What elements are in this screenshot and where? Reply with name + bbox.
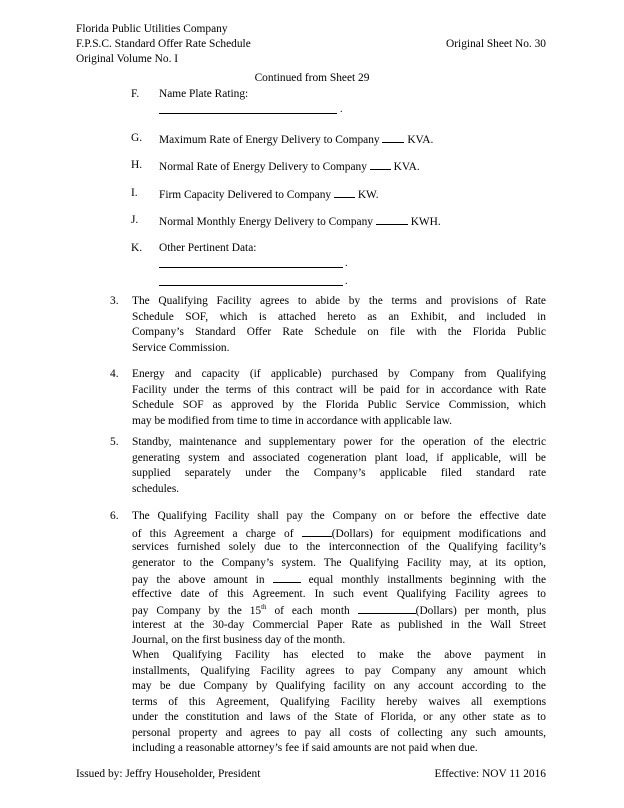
blank-line[interactable] bbox=[358, 602, 416, 614]
blank-line[interactable] bbox=[370, 158, 391, 170]
blank-line[interactable] bbox=[376, 213, 408, 225]
field-g: G. Maximum Rate of Energy Delivery to Company KVA. bbox=[131, 132, 434, 146]
field-j: J. Normal Monthly Energy Delivery to Company KWH. bbox=[131, 214, 441, 228]
schedule-title: F.P.S.C. Standard Offer Rate Schedule bbox=[76, 37, 251, 50]
volume-number: Original Volume No. I bbox=[76, 52, 179, 65]
field-letter: F. bbox=[131, 88, 140, 100]
field-f bbox=[131, 87, 531, 102]
blank-line[interactable] bbox=[382, 131, 404, 143]
field-label: Name Plate Rating: bbox=[159, 88, 249, 100]
document-footer bbox=[76, 767, 546, 783]
field-h: H. Normal Rate of Energy Delivery to Company KVA. bbox=[131, 159, 420, 173]
issued-by: Issued by: Jeffry Householder, President bbox=[76, 768, 261, 780]
blank-line[interactable] bbox=[302, 525, 332, 537]
blank-line[interactable] bbox=[159, 285, 343, 286]
document-header bbox=[76, 22, 546, 66]
continued-note: Continued from Sheet 29 bbox=[254, 72, 370, 84]
blank-line[interactable] bbox=[334, 186, 355, 198]
blank-line[interactable] bbox=[159, 267, 343, 268]
sheet-number: Original Sheet No. 30 bbox=[446, 37, 546, 50]
effective-date: Effective: NOV 11 2016 bbox=[434, 768, 546, 780]
blank-line[interactable] bbox=[273, 571, 301, 583]
field-i: I. Firm Capacity Delivered to Company KW. bbox=[131, 187, 379, 201]
company-name: Florida Public Utilities Company bbox=[76, 23, 228, 35]
field-k: K. Other Pertinent Data: bbox=[131, 242, 257, 254]
blank-line[interactable] bbox=[159, 113, 337, 114]
